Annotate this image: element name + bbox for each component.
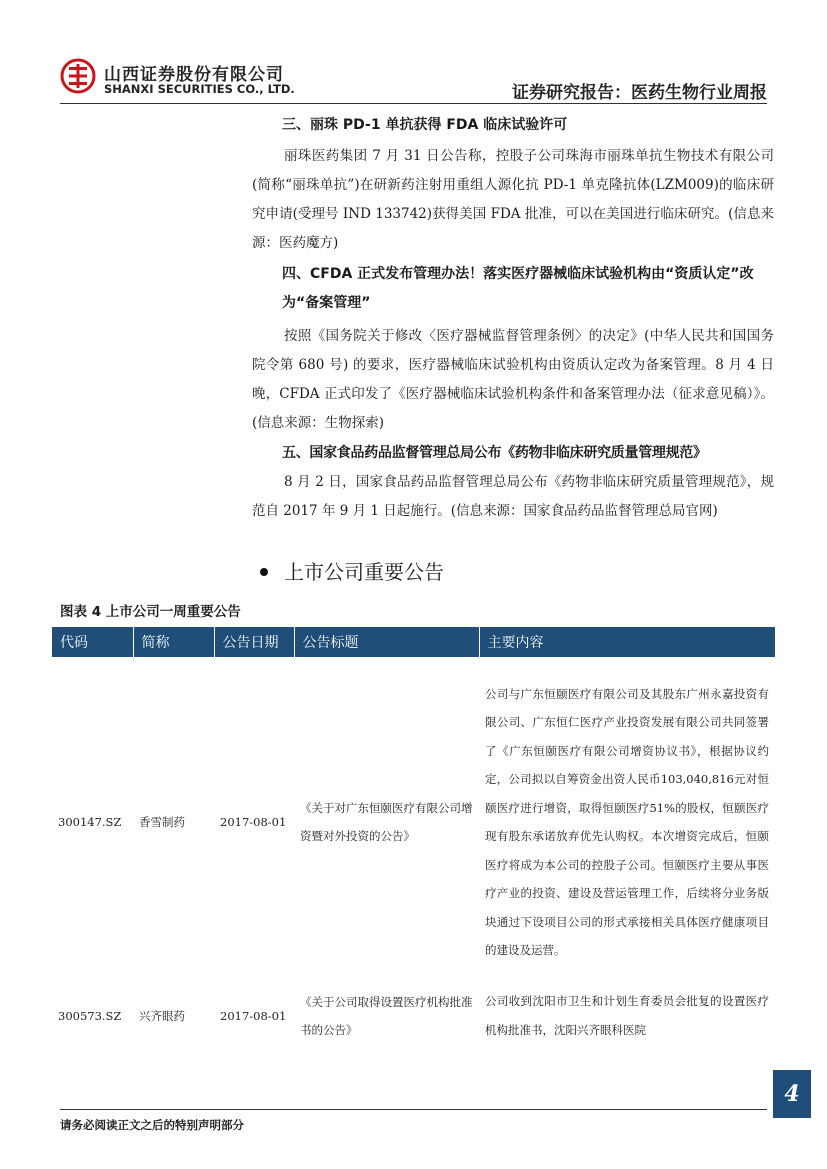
section-5-body: 8 月 2 日，国家食品药品监督管理总局公布《药物非临床研究质量管理规范》，规范自 2017 年 9 月 1 日起施行。(信息来源：国家食品药品监督管理总局官网) [252, 474, 774, 519]
header-divider [60, 103, 767, 104]
cell-name: 兴齐眼药 [139, 1009, 185, 1023]
section-3-title: 三、丽珠 PD-1 单抗获得 FDA 临床试验许可 [282, 117, 568, 133]
company-name-en: SHANXI SECURITIES CO., LTD. [104, 82, 295, 96]
cell-date: 2017-08-01 [220, 1009, 287, 1023]
cell-code: 300147.SZ [58, 815, 122, 829]
report-title: 证券研究报告：医药生物行业周报 [512, 83, 767, 103]
page-number: 4 [773, 1070, 811, 1118]
section-5-title: 五、国家食品药品监督管理总局公布《药物非临床研究质量管理规范》 [282, 445, 707, 461]
cell-content: 公司与广东恒颐医疗有限公司及其股东广州永嘉投资有限公司、广东恒仁医疗产业投资发展有限公司共同签署了《广东恒颐医疗有限公司增资协议书》，根据协议约定，公司拟以自筹资金出资人民币103,040,816元对恒颐医疗进行增资，取得恒颐医疗51%的股权，恒颐医疗现有股东承诺放弃优先认购权。本次增资完成后，恒颐医疗将成为本公司的控股子公司。恒颐医疗主要从事医疗产业的投资、建设及营运管理工作，后续将分业务版块通过下设项目公司的形式承接相关具体医疗健康项目的建设及运营。 [485, 686, 769, 957]
section-4-title: 四、CFDA 正式发布管理办法！落实医疗器械临床试验机构由“资质认定”改为“备案管理” [282, 266, 754, 311]
news-content [252, 112, 774, 526]
col-header-content: 主要内容 [479, 627, 775, 657]
table-caption: 图表 4 上市公司一周重要公告 [60, 604, 241, 620]
cell-name: 香雪制药 [139, 815, 185, 829]
col-header-code: 代码 [52, 627, 133, 657]
section-4-body: 按照《国务院关于修改〈医疗器械监督管理条例〉的决定》(中华人民共和国国务院令第 680 号) 的要求，医疗器械临床试验机构由资质认定改为备案管理。8 月 4 日晚，CFDA 正式印发了《医疗器械临床试验机构条件和备案管理办法（征求意见稿）》。(信息来源：生物探索) [252, 328, 774, 431]
announcements-table [52, 627, 775, 1045]
cell-code: 300573.SZ [58, 1009, 122, 1023]
section-3-body: 丽珠医药集团 7 月 31 日公告称，控股子公司珠海市丽珠单抗生物技术有限公司(简称“丽珠单抗”)在研新药注射用重组人源化抗 PD-1 单克隆抗体(LZM009)的临床研究申请(受理号 IND 133742)获得美国 FDA 批准，可以在美国进行临床研究。(信息来源：医药魔方) [252, 148, 774, 251]
col-header-name: 简称 [133, 627, 214, 657]
cell-content-text: 公司收到沈阳市卫生和计划生育委员会批复的设置医疗机构批准书，沈阳兴齐眼科医院 [485, 994, 769, 1037]
cell-title: 《关于对广东恒颐医疗有限公司增资暨对外投资的公告》 [300, 801, 473, 843]
cell-title: 《关于公司取得设置医疗机构批准书的公告》 [300, 995, 473, 1037]
cell-date: 2017-08-01 [220, 815, 287, 829]
col-header-date: 公告日期 [214, 627, 294, 657]
table-row [52, 987, 775, 1045]
bullet-icon [260, 568, 268, 576]
cell-content [479, 987, 775, 1045]
table-row [52, 657, 775, 987]
bullet-heading-text: 上市公司重要公告 [284, 560, 444, 584]
disclaimer-note: 请务必阅读正文之后的特别声明部分 [60, 1118, 244, 1132]
company-name-cn: 山西证券股份有限公司 [104, 65, 284, 85]
section-heading-announcements [260, 556, 444, 585]
table-header-row [52, 627, 775, 657]
footer-divider [60, 1109, 767, 1110]
company-logo-icon [60, 58, 96, 94]
col-header-title: 公告标题 [294, 627, 479, 657]
